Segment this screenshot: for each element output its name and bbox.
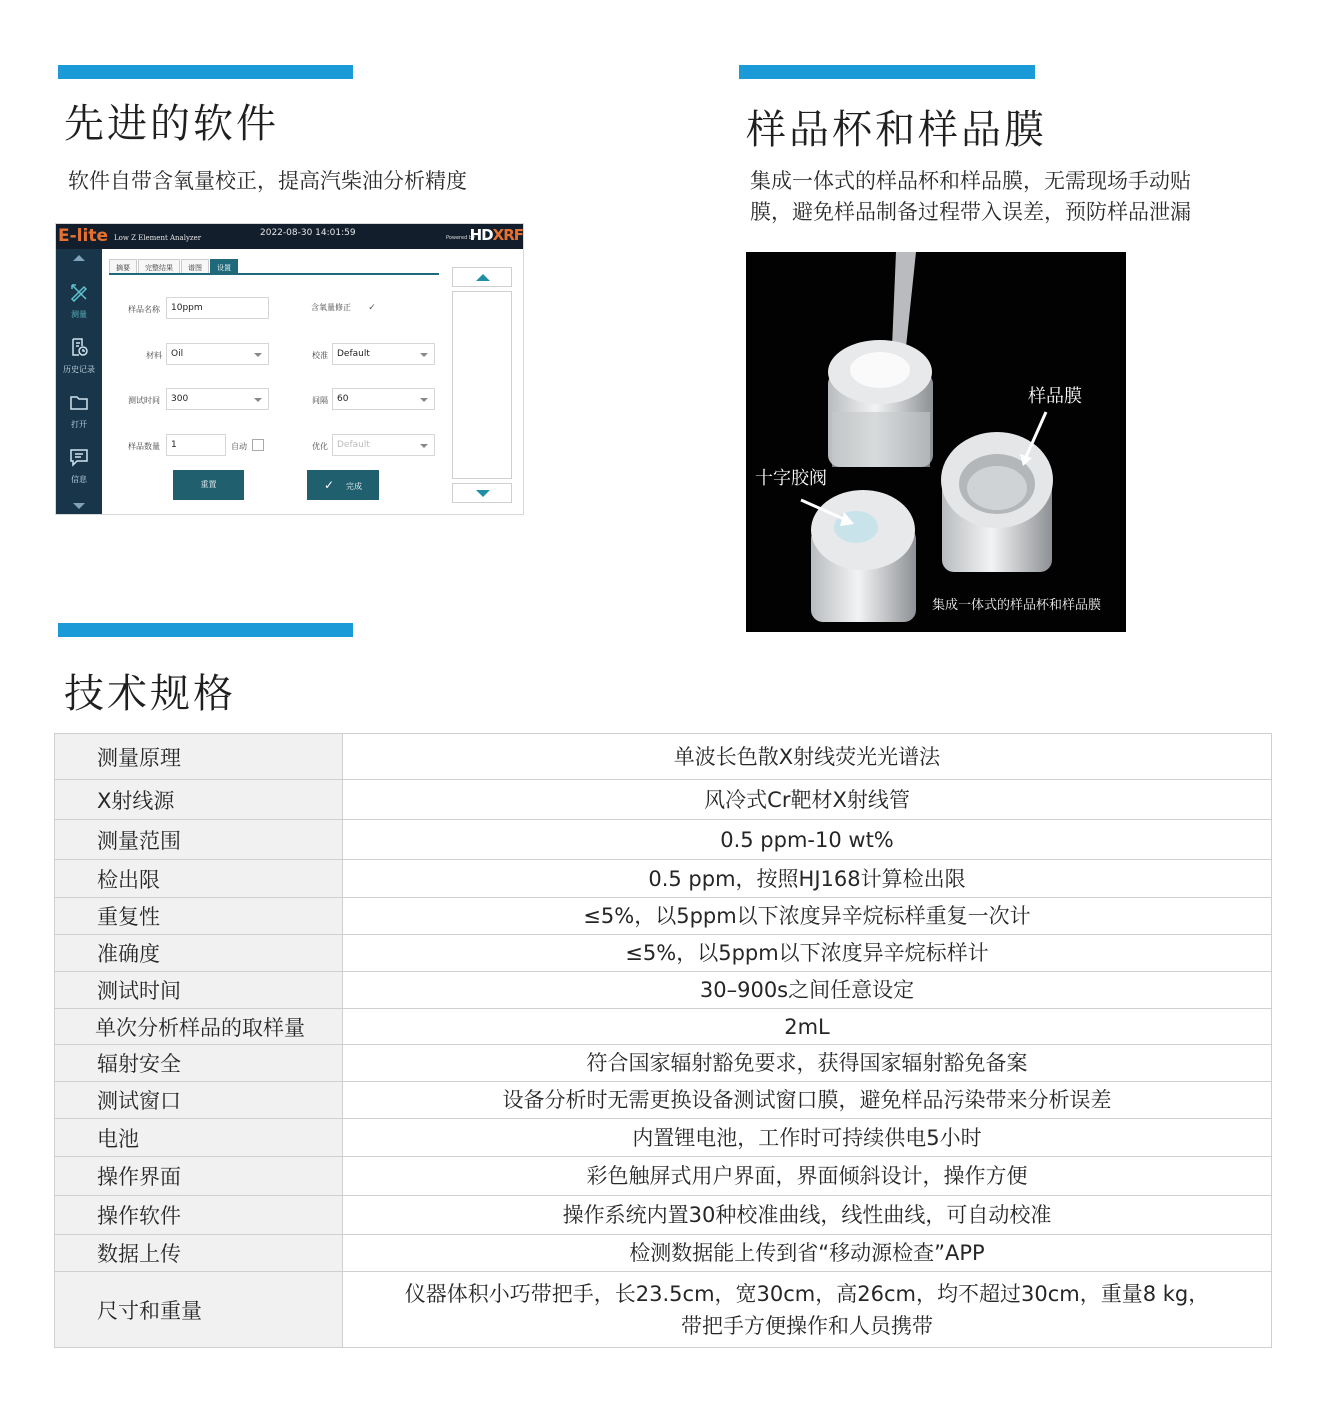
spec-key: 辐射安全 xyxy=(55,1045,343,1082)
film-label: 样品膜 xyxy=(1028,386,1082,407)
auto-checkbox[interactable] xyxy=(252,439,264,451)
table-row xyxy=(55,1196,1272,1235)
section-accent-bar xyxy=(58,623,353,637)
app-sidebar xyxy=(56,249,102,515)
section-accent-bar xyxy=(739,65,1035,79)
sidebar-item-measure[interactable]: 测量 xyxy=(56,282,102,320)
done-button[interactable]: ✓ 完成 xyxy=(307,470,379,500)
app-powered-by: Powered by xyxy=(446,235,475,241)
table-row xyxy=(55,1009,1272,1045)
spec-key: 检出限 xyxy=(55,860,343,898)
sidebar-item-open[interactable]: 打开 xyxy=(56,392,102,430)
cup-heading: 样品杯和样品膜 xyxy=(746,107,1047,153)
test-time-label: 测试时间 xyxy=(128,396,160,405)
sample-cup-photo xyxy=(746,252,1126,632)
app-tabs xyxy=(109,259,439,275)
check-icon: ✓ xyxy=(323,478,335,492)
spec-value: 风冷式Cr靶材X射线管 xyxy=(343,780,1272,820)
triangle-down-icon xyxy=(476,490,490,497)
software-description: 软件自带含氧量校正，提高汽柴油分析精度 xyxy=(68,169,467,193)
spec-key: 数据上传 xyxy=(55,1235,343,1272)
photo-caption: 集成一体式的样品杯和样品膜 xyxy=(932,598,1102,613)
spec-value: 0.5 ppm-10 wt% xyxy=(343,820,1272,860)
interval-select[interactable]: 60 xyxy=(332,388,435,410)
app-datetime: 2022-08-30 14:01:59 xyxy=(260,228,356,238)
test-time-select[interactable]: 300 xyxy=(166,388,269,410)
spec-value: ≤5%，以5ppm以下浓度异辛烷标样重复一次计 xyxy=(343,898,1272,935)
spec-key: 测量原理 xyxy=(55,734,343,780)
calibration-label: 校准 xyxy=(312,351,328,360)
sample-name-input[interactable]: 10ppm xyxy=(166,297,269,319)
spec-value: 检测数据能上传到省“移动源检查”APP xyxy=(343,1235,1272,1272)
spec-value: 操作系统内置30种校准曲线，线性曲线，可自动校准 xyxy=(343,1196,1272,1235)
spec-value: ≤5%，以5ppm以下浓度异辛烷标样计 xyxy=(343,935,1272,972)
oxygen-correction-checkbox[interactable]: ✓ xyxy=(368,303,376,313)
spec-heading: 技术规格 xyxy=(64,671,236,717)
auto-label: 自动 xyxy=(231,442,247,451)
spec-key: 测量范围 xyxy=(55,820,343,860)
right-scroll-up-button[interactable] xyxy=(452,267,512,287)
table-row xyxy=(55,898,1272,935)
spec-table xyxy=(54,733,1272,1348)
table-row xyxy=(55,1045,1272,1082)
optimize-label: 优化 xyxy=(312,442,328,451)
sample-count-stepper[interactable]: 1 xyxy=(166,434,226,456)
sample-name-label: 样品名称 xyxy=(128,305,160,314)
section-accent-bar xyxy=(58,65,353,79)
oxygen-correction-label: 含氧量修正 xyxy=(311,303,351,312)
app-header xyxy=(56,224,524,249)
spec-key: 测试窗口 xyxy=(55,1082,343,1119)
spec-key: 准确度 xyxy=(55,935,343,972)
triangle-up-icon xyxy=(476,274,490,281)
spec-value: 仪器体积小巧带把手，长23.5cm，宽30cm，高26cm，均不超过30cm，重量8 kg， 带把手方便操作和人员携带 xyxy=(343,1272,1272,1348)
software-screenshot xyxy=(55,223,524,515)
cup-description-line1: 集成一体式的样品杯和样品膜，无需现场手动贴 xyxy=(750,169,1191,193)
table-row xyxy=(55,820,1272,860)
tab-spectrum[interactable]: 谱图 xyxy=(181,259,209,273)
spec-key: 尺寸和重量 xyxy=(55,1272,343,1348)
history-document-icon xyxy=(69,337,89,357)
spec-value: 彩色触屏式用户界面，界面倾斜设计，操作方便 xyxy=(343,1157,1272,1196)
spec-key: X射线源 xyxy=(55,780,343,820)
valve-label: 十字胶阀 xyxy=(755,468,827,489)
table-row xyxy=(55,935,1272,972)
reset-button[interactable]: 重置 xyxy=(173,470,244,500)
spec-key: 重复性 xyxy=(55,898,343,935)
optimize-select[interactable]: Default xyxy=(332,434,435,456)
spec-value: 0.5 ppm，按照HJ168计算检出限 xyxy=(343,860,1272,898)
right-list-panel[interactable] xyxy=(452,291,512,479)
sidebar-scroll-up-icon[interactable] xyxy=(73,255,85,261)
sample-count-label: 样品数量 xyxy=(128,442,160,451)
calibration-select[interactable]: Default xyxy=(332,343,435,365)
spec-value: 设备分析时无需更换设备测试窗口膜，避免样品污染带来分析误差 xyxy=(343,1082,1272,1119)
tab-full-results[interactable]: 完整结果 xyxy=(138,259,180,273)
table-row xyxy=(55,1235,1272,1272)
spec-value: 单波长色散X射线荧光光谱法 xyxy=(343,734,1272,780)
table-row xyxy=(55,734,1272,780)
spec-value: 符合国家辐射豁免要求，获得国家辐射豁免备案 xyxy=(343,1045,1272,1082)
spec-value: 内置锂电池，工作时可持续供电5小时 xyxy=(343,1119,1272,1157)
table-row xyxy=(55,860,1272,898)
sidebar-scroll-down-icon[interactable] xyxy=(73,503,85,509)
app-logo: E-lite xyxy=(58,226,108,246)
app-brand-logo: HDXRF xyxy=(469,226,523,244)
folder-icon xyxy=(69,392,89,412)
right-scroll-down-button[interactable] xyxy=(452,483,512,503)
sidebar-item-history[interactable]: 历史记录 xyxy=(56,337,102,375)
spec-key: 单次分析样品的取样量 xyxy=(55,1009,343,1045)
software-heading: 先进的软件 xyxy=(64,101,279,147)
spec-value: 2mL xyxy=(343,1009,1272,1045)
sidebar-item-info[interactable]: 信息 xyxy=(56,447,102,485)
spec-key: 测试时间 xyxy=(55,972,343,1009)
material-select[interactable]: Oil xyxy=(166,343,269,365)
spec-key: 操作软件 xyxy=(55,1196,343,1235)
spec-key: 电池 xyxy=(55,1119,343,1157)
message-icon xyxy=(69,447,89,467)
tab-summary[interactable]: 摘要 xyxy=(109,259,137,273)
interval-label: 间隔 xyxy=(312,396,328,405)
table-row xyxy=(55,1272,1272,1348)
material-label: 材料 xyxy=(146,351,162,360)
table-row xyxy=(55,1119,1272,1157)
ruler-pencil-icon xyxy=(69,282,89,302)
spec-key: 操作界面 xyxy=(55,1157,343,1196)
app-subtitle: Low Z Element Analyzer xyxy=(114,234,202,242)
spec-value: 30–900s之间任意设定 xyxy=(343,972,1272,1009)
cup-description-line2: 膜，避免样品制备过程带入误差，预防样品泄漏 xyxy=(750,200,1191,224)
sample-cup-illustration xyxy=(746,252,1126,632)
table-row xyxy=(55,1157,1272,1196)
table-row xyxy=(55,972,1272,1009)
tab-settings[interactable]: 设置 xyxy=(210,259,238,273)
table-row xyxy=(55,780,1272,820)
table-row xyxy=(55,1082,1272,1119)
